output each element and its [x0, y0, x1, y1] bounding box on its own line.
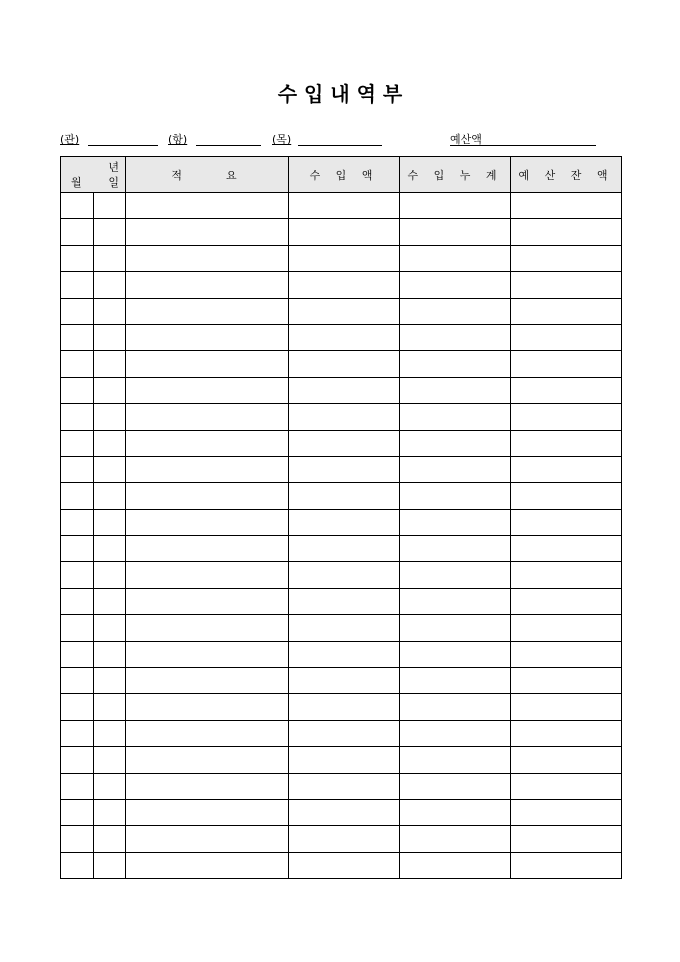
- table-row: [61, 324, 622, 350]
- balance-cell[interactable]: [511, 852, 622, 878]
- table-row: [61, 483, 622, 509]
- income-cell[interactable]: [289, 536, 400, 562]
- balance-cell[interactable]: [511, 483, 622, 509]
- month-cell[interactable]: [61, 694, 94, 720]
- income-cell[interactable]: [289, 773, 400, 799]
- month-cell[interactable]: [61, 483, 94, 509]
- balance-cell[interactable]: [511, 272, 622, 298]
- cumulative-cell[interactable]: [400, 536, 511, 562]
- date-header: [61, 157, 126, 193]
- income-cell[interactable]: [289, 852, 400, 878]
- table-row: [61, 562, 622, 588]
- table-row: [61, 773, 622, 799]
- day-cell[interactable]: [94, 747, 126, 773]
- cumulative-cell[interactable]: [400, 298, 511, 324]
- cumulative-cell[interactable]: [400, 694, 511, 720]
- day-cell[interactable]: [94, 826, 126, 852]
- summary-header-label: 적 요: [171, 168, 243, 182]
- month-cell[interactable]: [61, 747, 94, 773]
- table-row: [61, 272, 622, 298]
- income-cell[interactable]: [289, 377, 400, 403]
- month-cell[interactable]: [61, 509, 94, 535]
- month-cell[interactable]: [61, 588, 94, 614]
- table-row: [61, 799, 622, 825]
- income-cell[interactable]: [289, 456, 400, 482]
- table-row: [61, 694, 622, 720]
- table-row: [61, 668, 622, 694]
- month-cell[interactable]: [61, 615, 94, 641]
- income-cell[interactable]: [289, 747, 400, 773]
- income-cell[interactable]: [289, 615, 400, 641]
- summary-cell[interactable]: [126, 193, 289, 219]
- page-title: 수 입 내 역 부: [277, 82, 403, 106]
- day-cell[interactable]: [94, 536, 126, 562]
- cumulative-cell[interactable]: [400, 668, 511, 694]
- day-cell[interactable]: [94, 615, 126, 641]
- summary-cell[interactable]: [126, 272, 289, 298]
- balance-cell[interactable]: [511, 377, 622, 403]
- balance-cell[interactable]: [511, 351, 622, 377]
- table-row: [61, 404, 622, 430]
- balance-cell[interactable]: [511, 324, 622, 350]
- summary-header: [126, 157, 289, 193]
- summary-cell[interactable]: [126, 694, 289, 720]
- table-row: [61, 245, 622, 271]
- day-cell[interactable]: [94, 852, 126, 878]
- cumulative-cell[interactable]: [400, 747, 511, 773]
- day-cell[interactable]: [94, 272, 126, 298]
- table-row: [61, 588, 622, 614]
- month-cell[interactable]: [61, 826, 94, 852]
- balance-cell[interactable]: [511, 668, 622, 694]
- month-cell[interactable]: [61, 193, 94, 219]
- day-cell[interactable]: [94, 509, 126, 535]
- month-cell[interactable]: [61, 245, 94, 271]
- summary-cell[interactable]: [126, 483, 289, 509]
- income-cell[interactable]: [289, 351, 400, 377]
- balance-cell[interactable]: [511, 641, 622, 667]
- balance-cell[interactable]: [511, 720, 622, 746]
- mok-underline: [298, 145, 382, 146]
- ledger-table: [60, 156, 622, 879]
- summary-cell[interactable]: [126, 404, 289, 430]
- balance-cell[interactable]: [511, 298, 622, 324]
- summary-cell[interactable]: [126, 245, 289, 271]
- cumulative-header: [400, 157, 511, 193]
- cumulative-cell[interactable]: [400, 826, 511, 852]
- balance-cell[interactable]: [511, 562, 622, 588]
- balance-cell[interactable]: [511, 245, 622, 271]
- balance-cell[interactable]: [511, 747, 622, 773]
- month-cell[interactable]: [61, 641, 94, 667]
- ledger-body: [61, 193, 622, 879]
- summary-cell[interactable]: [126, 377, 289, 403]
- income-cell[interactable]: [289, 668, 400, 694]
- month-cell[interactable]: [61, 298, 94, 324]
- balance-cell[interactable]: [511, 430, 622, 456]
- balance-cell[interactable]: [511, 509, 622, 535]
- income-cell[interactable]: [289, 562, 400, 588]
- gwan-field[interactable]: [60, 131, 79, 147]
- day-cell[interactable]: [94, 351, 126, 377]
- summary-cell[interactable]: [126, 615, 289, 641]
- table-row: [61, 509, 622, 535]
- month-cell[interactable]: [61, 456, 94, 482]
- balance-cell[interactable]: [511, 404, 622, 430]
- income-cell[interactable]: [289, 245, 400, 271]
- summary-cell[interactable]: [126, 773, 289, 799]
- summary-cell[interactable]: [126, 562, 289, 588]
- hang-label: (항): [168, 133, 188, 146]
- summary-cell[interactable]: [126, 456, 289, 482]
- cumulative-header-label: 수 입 누 계: [407, 168, 503, 182]
- income-header-label: 수 입 액: [309, 168, 379, 182]
- cumulative-cell[interactable]: [400, 324, 511, 350]
- table-row: [61, 720, 622, 746]
- cumulative-cell[interactable]: [400, 404, 511, 430]
- day-cell[interactable]: [94, 324, 126, 350]
- month-cell[interactable]: [61, 668, 94, 694]
- summary-cell[interactable]: [126, 826, 289, 852]
- gwan-underline: [88, 145, 158, 146]
- hang-underline: [196, 145, 261, 146]
- balance-cell[interactable]: [511, 773, 622, 799]
- summary-cell[interactable]: [126, 668, 289, 694]
- cumulative-cell[interactable]: [400, 377, 511, 403]
- summary-cell[interactable]: [126, 430, 289, 456]
- day-cell[interactable]: [94, 219, 126, 245]
- day-cell[interactable]: [94, 193, 126, 219]
- month-cell[interactable]: [61, 351, 94, 377]
- income-cell[interactable]: [289, 483, 400, 509]
- balance-cell[interactable]: [511, 588, 622, 614]
- income-cell[interactable]: [289, 219, 400, 245]
- day-cell[interactable]: [94, 641, 126, 667]
- income-cell[interactable]: [289, 694, 400, 720]
- day-cell[interactable]: [94, 562, 126, 588]
- income-cell[interactable]: [289, 298, 400, 324]
- cumulative-cell[interactable]: [400, 272, 511, 298]
- income-cell[interactable]: [289, 720, 400, 746]
- cumulative-cell[interactable]: [400, 852, 511, 878]
- balance-header: [511, 157, 622, 193]
- income-cell[interactable]: [289, 272, 400, 298]
- day-cell[interactable]: [94, 668, 126, 694]
- day-cell[interactable]: [94, 377, 126, 403]
- cumulative-cell[interactable]: [400, 799, 511, 825]
- month-cell[interactable]: [61, 404, 94, 430]
- summary-cell[interactable]: [126, 852, 289, 878]
- balance-cell[interactable]: [511, 799, 622, 825]
- summary-cell[interactable]: [126, 324, 289, 350]
- gwan-label: (관): [60, 133, 80, 146]
- day-cell[interactable]: [94, 245, 126, 271]
- cumulative-cell[interactable]: [400, 615, 511, 641]
- table-row: [61, 747, 622, 773]
- month-cell[interactable]: [61, 562, 94, 588]
- income-cell[interactable]: [289, 404, 400, 430]
- income-cell[interactable]: [289, 588, 400, 614]
- table-row: [61, 298, 622, 324]
- cumulative-cell[interactable]: [400, 456, 511, 482]
- cumulative-cell[interactable]: [400, 773, 511, 799]
- summary-cell[interactable]: [126, 219, 289, 245]
- table-row: [61, 456, 622, 482]
- summary-cell[interactable]: [126, 720, 289, 746]
- month-cell[interactable]: [61, 773, 94, 799]
- day-cell[interactable]: [94, 456, 126, 482]
- cumulative-cell[interactable]: [400, 562, 511, 588]
- header-row: [61, 157, 622, 193]
- summary-cell[interactable]: [126, 351, 289, 377]
- table-row: [61, 193, 622, 219]
- day-cell[interactable]: [94, 430, 126, 456]
- balance-cell[interactable]: [511, 826, 622, 852]
- cumulative-cell[interactable]: [400, 641, 511, 667]
- table-row: [61, 641, 622, 667]
- table-row: [61, 219, 622, 245]
- balance-cell[interactable]: [511, 615, 622, 641]
- day-cell[interactable]: [94, 404, 126, 430]
- table-row: [61, 852, 622, 878]
- income-cell[interactable]: [289, 826, 400, 852]
- day-label: 일: [108, 176, 119, 189]
- day-cell[interactable]: [94, 720, 126, 746]
- day-cell[interactable]: [94, 799, 126, 825]
- mok-field[interactable]: [272, 131, 291, 147]
- day-cell[interactable]: [94, 588, 126, 614]
- cumulative-cell[interactable]: [400, 588, 511, 614]
- cumulative-cell[interactable]: [400, 430, 511, 456]
- summary-cell[interactable]: [126, 509, 289, 535]
- table-row: [61, 826, 622, 852]
- month-cell[interactable]: [61, 852, 94, 878]
- month-cell[interactable]: [61, 799, 94, 825]
- summary-cell[interactable]: [126, 799, 289, 825]
- hang-field[interactable]: [168, 131, 187, 147]
- month-cell[interactable]: [61, 430, 94, 456]
- day-cell[interactable]: [94, 694, 126, 720]
- budget-field[interactable]: [450, 131, 482, 147]
- cumulative-cell[interactable]: [400, 720, 511, 746]
- day-cell[interactable]: [94, 298, 126, 324]
- income-cell[interactable]: [289, 641, 400, 667]
- month-cell[interactable]: [61, 219, 94, 245]
- balance-cell[interactable]: [511, 456, 622, 482]
- summary-cell[interactable]: [126, 747, 289, 773]
- table-row: [61, 615, 622, 641]
- budget-underline: [450, 145, 596, 146]
- cumulative-cell[interactable]: [400, 219, 511, 245]
- month-cell[interactable]: [61, 324, 94, 350]
- cumulative-cell[interactable]: [400, 509, 511, 535]
- summary-cell[interactable]: [126, 298, 289, 324]
- table-row: [61, 430, 622, 456]
- balance-cell[interactable]: [511, 536, 622, 562]
- table-row: [61, 351, 622, 377]
- day-cell[interactable]: [94, 773, 126, 799]
- year-label: 년: [108, 161, 119, 174]
- table-row: [61, 377, 622, 403]
- table-row: [61, 536, 622, 562]
- cumulative-cell[interactable]: [400, 483, 511, 509]
- month-cell[interactable]: [61, 536, 94, 562]
- income-header: [289, 157, 400, 193]
- balance-cell[interactable]: [511, 193, 622, 219]
- budget-label: 예산액: [450, 133, 482, 146]
- summary-cell[interactable]: [126, 588, 289, 614]
- month-cell[interactable]: [61, 720, 94, 746]
- mok-label: (목): [272, 133, 292, 146]
- cumulative-cell[interactable]: [400, 351, 511, 377]
- balance-cell[interactable]: [511, 694, 622, 720]
- day-cell[interactable]: [94, 483, 126, 509]
- month-label: 월: [71, 176, 82, 189]
- income-cell[interactable]: [289, 193, 400, 219]
- income-cell[interactable]: [289, 799, 400, 825]
- cumulative-cell[interactable]: [400, 193, 511, 219]
- month-cell[interactable]: [61, 272, 94, 298]
- income-cell[interactable]: [289, 324, 400, 350]
- cumulative-cell[interactable]: [400, 245, 511, 271]
- income-cell[interactable]: [289, 430, 400, 456]
- summary-cell[interactable]: [126, 536, 289, 562]
- balance-cell[interactable]: [511, 219, 622, 245]
- balance-header-label: 예 산 잔 액: [518, 168, 614, 182]
- month-cell[interactable]: [61, 377, 94, 403]
- income-cell[interactable]: [289, 509, 400, 535]
- summary-cell[interactable]: [126, 641, 289, 667]
